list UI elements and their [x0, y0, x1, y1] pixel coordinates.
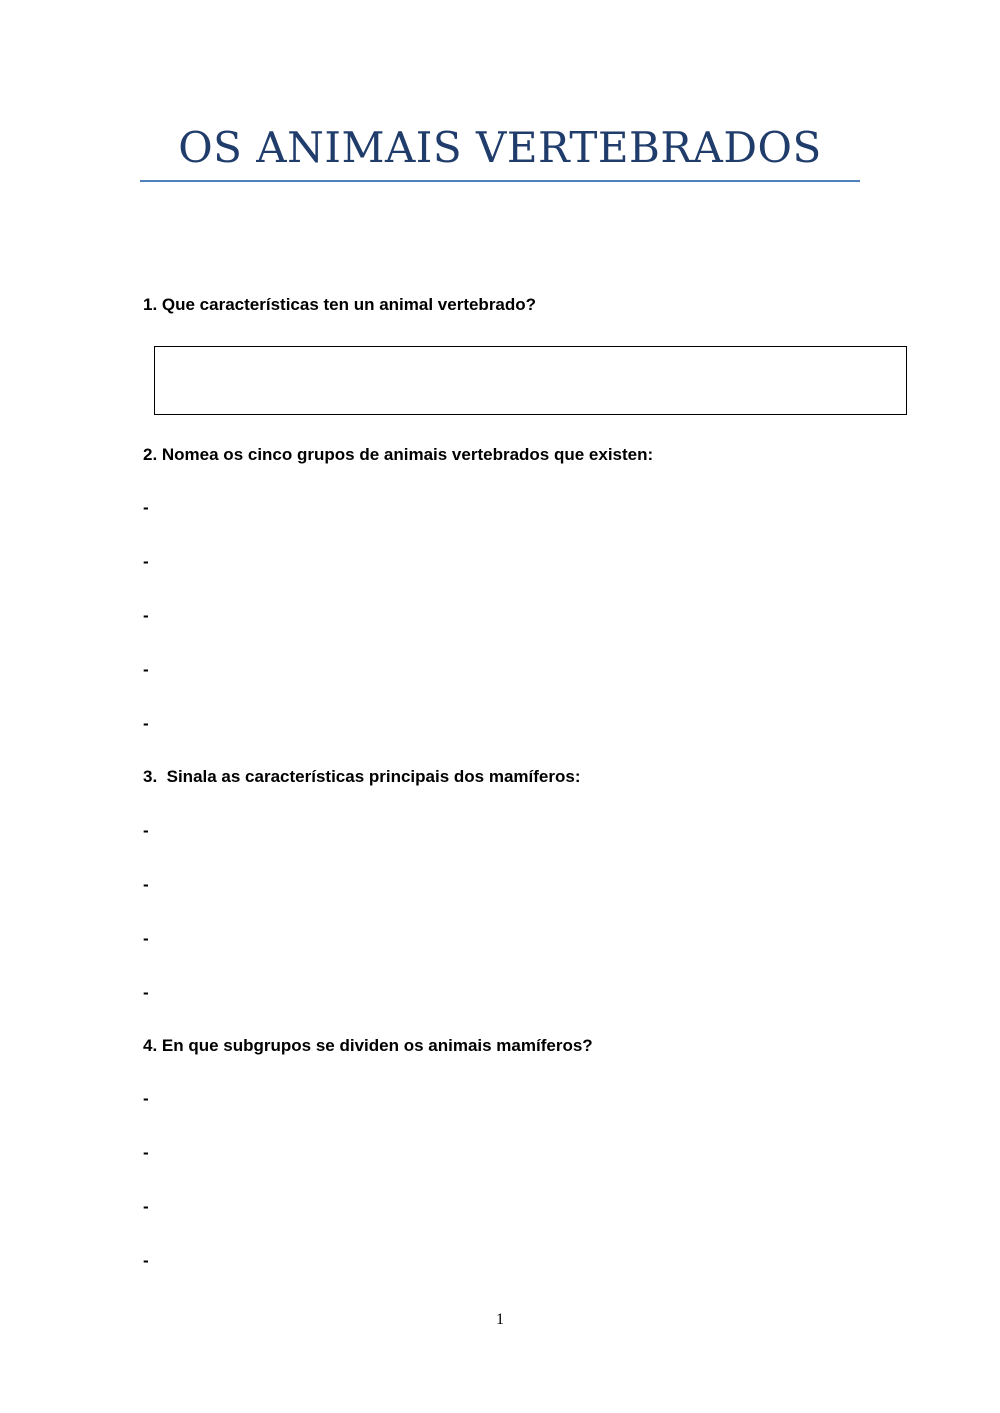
question-1-answer-box[interactable]	[154, 346, 907, 415]
question-2-answer-line[interactable]: -	[143, 498, 149, 517]
question-2-answer-line[interactable]: -	[143, 714, 149, 733]
question-4: 4. En que subgrupos se dividen os animais mamíferos?	[143, 1036, 593, 1055]
question-1: 1. Que características ten un animal vertebrado?	[143, 295, 537, 314]
question-2-answer-line[interactable]: -	[143, 660, 149, 679]
title-underline	[140, 180, 860, 182]
question-4-answer-line[interactable]: -	[143, 1251, 149, 1270]
question-4-answer-line[interactable]: -	[143, 1197, 149, 1216]
page-number: 1	[496, 1311, 504, 1328]
question-4-answer-line[interactable]: -	[143, 1089, 149, 1108]
question-2-answer-line[interactable]: -	[143, 606, 149, 625]
question-2: 2. Nomea os cinco grupos de animais vertebrados que existen:	[143, 445, 654, 464]
question-3: 3. Sinala as características principais dos mamíferos:	[143, 767, 581, 786]
question-3-answer-line[interactable]: -	[143, 929, 149, 948]
question-2-answer-line[interactable]: -	[143, 552, 149, 571]
worksheet-title: OS ANIMAIS VERTEBRADOS	[178, 123, 822, 172]
question-3-answer-line[interactable]: -	[143, 821, 149, 840]
question-3-answer-line[interactable]: -	[143, 875, 149, 894]
question-3-answer-line[interactable]: -	[143, 983, 149, 1002]
question-4-answer-line[interactable]: -	[143, 1143, 149, 1162]
